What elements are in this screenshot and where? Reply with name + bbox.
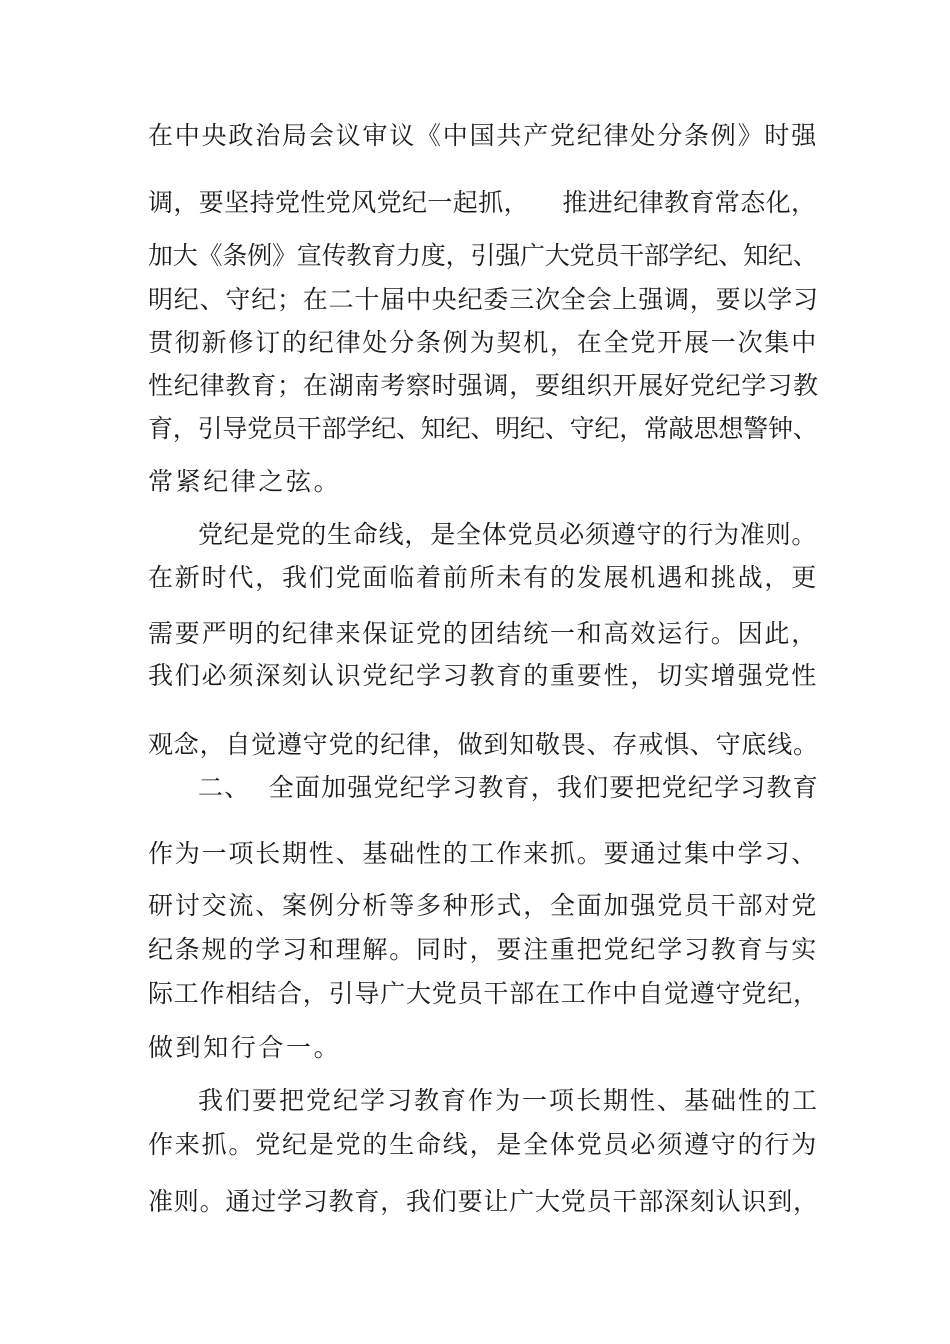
text-line: 加大《条例》宣传教育力度，引强广大党员干部学纪、知纪、 bbox=[148, 241, 818, 270]
text-line: 在中央政治局会议审议《中国共产党纪律处分条例》时强 bbox=[148, 121, 819, 150]
paragraph-start-line: 我们要把党纪学习教育作为一项长期性、基础性的工 bbox=[198, 1086, 820, 1115]
text-line: 性纪律教育；在湖南考察时强调，要组织开展好党纪学习教 bbox=[148, 371, 819, 400]
text-line: 作为一项长期性、基础性的工作来抓。要通过集中学习、 bbox=[148, 839, 819, 868]
text-line: 准则。通过学习教育，我们要让广大党员干部深刻认识到， bbox=[148, 1187, 819, 1216]
paragraph-start-line: 党纪是党的生命线，是全体党员必须遵守的行为准则。 bbox=[198, 520, 818, 549]
text-line: 需要严明的纪律来保证党的团结统一和高效运行。因此， bbox=[148, 619, 819, 648]
text-line: 常紧纪律之弦。 bbox=[148, 467, 342, 496]
text-line: 纪条规的学习和理解。同时，要注重把党纪学习教育与实 bbox=[148, 935, 819, 964]
text-line: 作来抓。党纪是党的生命线，是全体党员必须遵守的行为 bbox=[148, 1130, 819, 1159]
text-line: 观念，自觉遵守党的纪律，做到知敬畏、存戒惧、守底线。 bbox=[148, 730, 819, 759]
text-line: 育，引导党员干部学纪、知纪、明纪、守纪，常敲思想警钟、 bbox=[148, 414, 818, 443]
text-line: 际工作相结合，引导广大党员干部在工作中自觉遵守党纪， bbox=[148, 979, 819, 1008]
text-line: 做到知行合一。 bbox=[148, 1033, 342, 1062]
text-line: 在新时代，我们党面临着前所未有的发展机遇和挑战，更 bbox=[148, 563, 819, 592]
text-line: 研讨交流、案例分析等多种形式，全面加强党员干部对党 bbox=[148, 891, 819, 920]
text-line: 我们必须深刻认识党纪学习教育的重要性，切实增强党性 bbox=[148, 661, 819, 690]
text-line: 明纪、守纪；在二十届中央纪委三次全会上强调，要以学习 bbox=[148, 285, 819, 314]
text-line: 贯彻新修订的纪律处分条例为契机，在全党开展一次集中 bbox=[148, 328, 819, 357]
text-line: 调，要坚持党性党风党纪一起抓， 推进纪律教育常态化， bbox=[148, 188, 817, 217]
section-heading-line: 二、 全面加强党纪学习教育，我们要把党纪学习教育 bbox=[198, 773, 819, 802]
